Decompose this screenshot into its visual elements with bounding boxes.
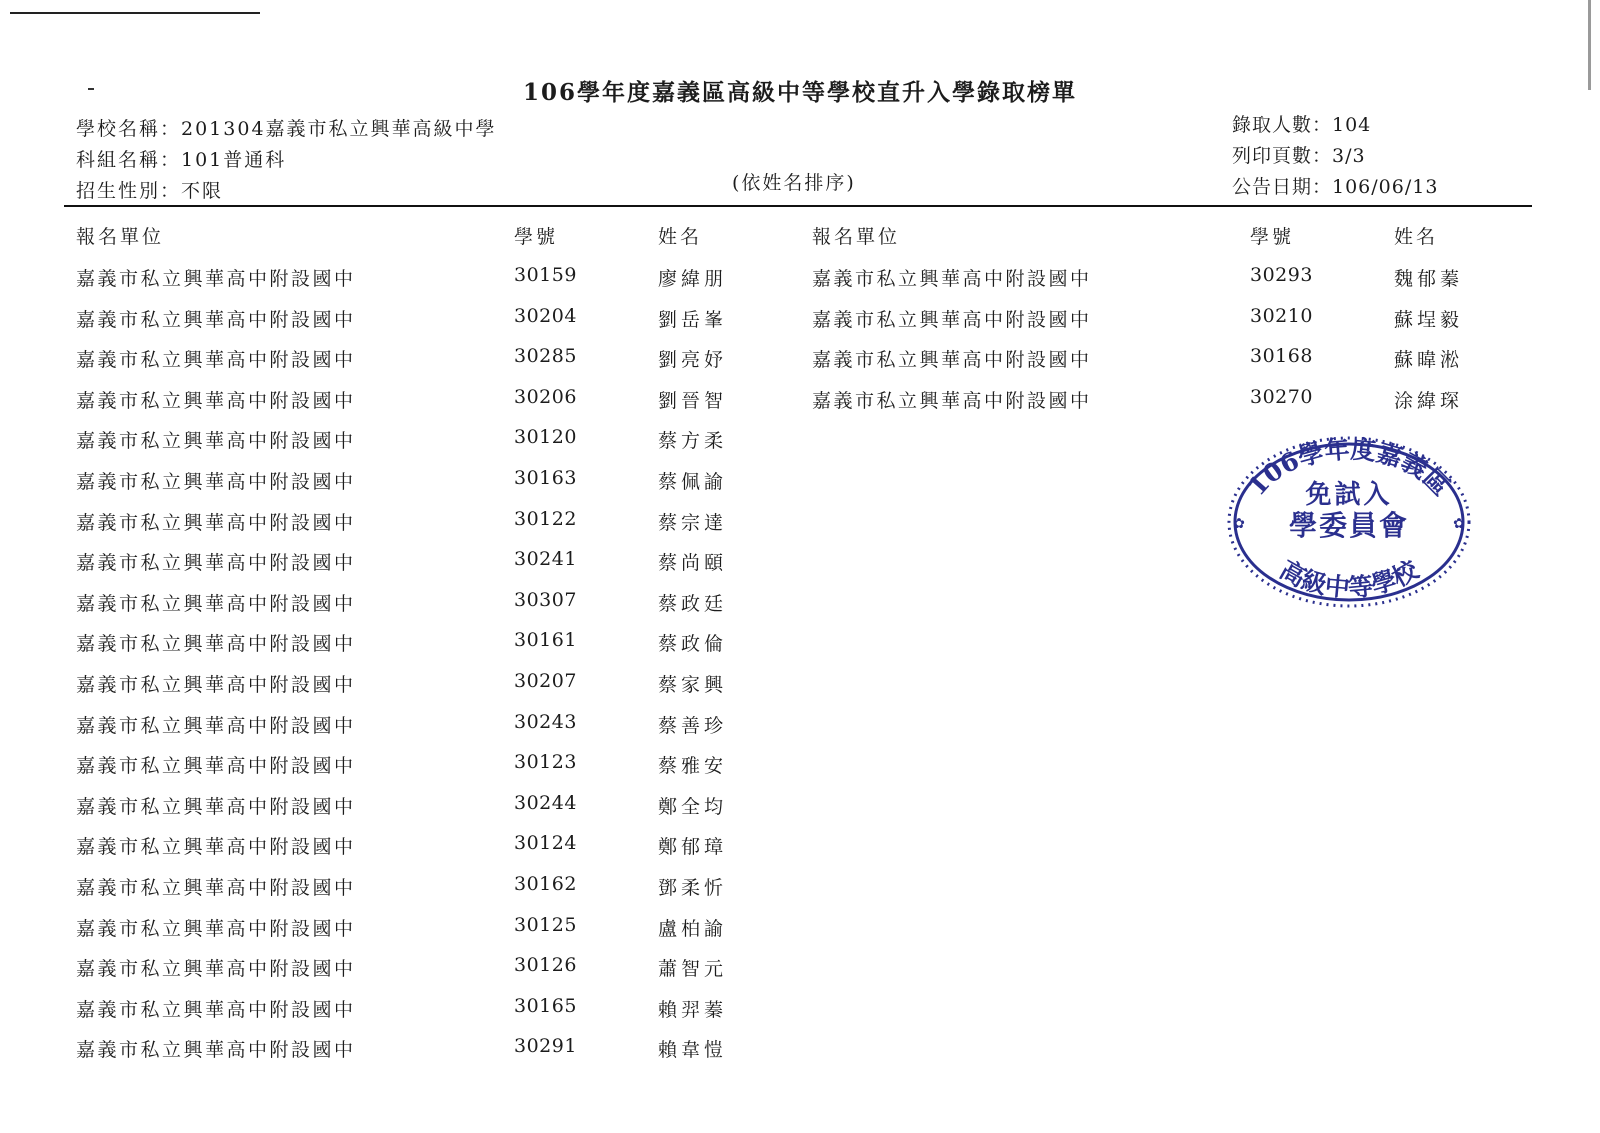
list-row [76,264,776,305]
program-line: 科組名稱：101普通科 [76,149,287,171]
announce-date-line: 公告日期：106/06/13 [1232,176,1439,198]
row-name: 盧柏諭 [658,917,728,940]
header-name: 姓名 [1394,226,1439,248]
list-row [76,873,776,914]
row-name: 涂緯琛 [1394,389,1464,412]
page-count-line: 列印頁數：3/3 [1232,145,1366,167]
row-number: 30204 [514,304,577,327]
seal-bottom-arc: 高級中等學校 [1274,554,1424,603]
header-number: 學號 [514,226,559,248]
row-name: 鄭全均 [658,795,728,818]
row-unit: 嘉義市私立興華高中附設國中 [76,958,356,981]
row-number: 30206 [514,385,577,408]
scan-edge-line [10,12,260,14]
row-unit: 嘉義市私立興華高中附設國中 [76,430,356,453]
list-row [76,386,776,427]
row-name: 蘇暐淞 [1394,349,1464,372]
list-row [76,467,776,508]
list-row [76,954,776,995]
row-name: 蔡宗達 [658,511,728,534]
list-row [76,426,776,467]
list-row [812,264,1512,305]
row-unit: 嘉義市私立興華高中附設國中 [76,917,356,940]
row-unit: 嘉義市私立興華高中附設國中 [76,633,356,656]
row-name: 鄧柔忻 [658,876,728,899]
row-unit: 嘉義市私立興華高中附設國中 [76,836,356,859]
row-unit: 嘉義市私立興華高中附設國中 [76,552,356,575]
row-unit: 嘉義市私立興華高中附設國中 [812,308,1092,331]
row-number: 30122 [514,507,577,530]
right-list [812,264,1512,426]
header-divider [64,205,1532,207]
row-name: 蔡政廷 [658,592,728,615]
row-number: 30291 [514,1035,577,1058]
row-number: 30210 [1250,304,1313,327]
seal-flower-icon: ✿ [1453,516,1465,532]
header-number: 學號 [1250,226,1295,248]
list-row [76,548,776,589]
list-row [812,305,1512,346]
row-unit: 嘉義市私立興華高中附設國中 [76,389,356,412]
seal-flower-icon: ✿ [1233,516,1245,532]
row-number: 30123 [514,751,577,774]
list-row [76,792,776,833]
committee-seal-stamp [1226,434,1472,610]
row-number: 30162 [514,872,577,895]
row-unit: 嘉義市私立興華高中附設國中 [76,308,356,331]
list-row [76,629,776,670]
row-unit: 嘉義市私立興華高中附設國中 [76,755,356,778]
list-row [76,914,776,955]
row-number: 30241 [514,548,577,571]
left-column [76,222,776,1076]
row-number: 30124 [514,832,577,855]
header-name: 姓名 [658,226,703,248]
row-name: 蕭智元 [658,958,728,981]
row-number: 30270 [1250,385,1313,408]
list-row [812,386,1512,427]
row-name: 蘇埕毅 [1394,308,1464,331]
row-unit: 嘉義市私立興華高中附設國中 [76,876,356,899]
column-header [76,222,776,264]
list-row [76,508,776,549]
row-unit: 嘉義市私立興華高中附設國中 [76,470,356,493]
row-number: 30165 [514,994,577,1017]
row-name: 劉亮妤 [658,349,728,372]
list-row [76,305,776,346]
row-number: 30120 [514,426,577,449]
seal-line-1: 免試入 [1305,480,1393,510]
list-row [76,832,776,873]
row-unit: 嘉義市私立興華高中附設國中 [76,1039,356,1062]
row-name: 蔡佩諭 [658,470,728,493]
row-unit: 嘉義市私立興華高中附設國中 [76,511,356,534]
seal-top-arc: 106學年度嘉義區 [1242,434,1456,502]
list-row [76,589,776,630]
row-name: 劉晉智 [658,389,728,412]
row-number: 30161 [514,629,577,652]
row-number: 30244 [514,791,577,814]
row-name: 蔡尚頤 [658,552,728,575]
row-unit: 嘉義市私立興華高中附設國中 [76,592,356,615]
row-unit: 嘉義市私立興華高中附設國中 [812,268,1092,290]
row-name: 鄭郁璋 [658,836,728,859]
row-unit: 嘉義市私立興華高中附設國中 [812,349,1092,372]
row-number: 30159 [514,264,577,286]
row-number: 30125 [514,913,577,936]
row-number: 30207 [514,669,577,692]
row-unit: 嘉義市私立興華高中附設國中 [76,998,356,1021]
row-name: 蔡方柔 [658,430,728,453]
row-unit: 嘉義市私立興華高中附設國中 [76,795,356,818]
row-number: 30126 [514,954,577,977]
row-name: 劉岳峯 [658,308,728,331]
gender-line: 招生性別：不限 [76,180,224,202]
row-name: 賴羿蓁 [658,998,728,1021]
right-column [812,222,1512,426]
row-name: 蔡家興 [658,673,728,696]
row-number: 30168 [1250,345,1313,368]
left-list [76,264,776,1076]
meta-info [1232,110,1438,203]
row-name: 廖緯朋 [658,268,728,290]
row-name: 蔡政倫 [658,633,728,656]
row-unit: 嘉義市私立興華高中附設國中 [76,673,356,696]
list-row [76,345,776,386]
list-row [812,345,1512,386]
row-number: 30163 [514,466,577,489]
header-unit: 報名單位 [76,226,165,248]
row-number: 30307 [514,588,577,611]
list-row [76,711,776,752]
admitted-count-line: 錄取人數：104 [1232,114,1372,136]
list-row [76,751,776,792]
sort-note: (依姓名排序) [732,172,856,194]
row-number: 30285 [514,345,577,368]
row-name: 蔡善珍 [658,714,728,737]
row-unit: 嘉義市私立興華高中附設國中 [76,268,356,290]
column-header [812,222,1512,264]
seal-line-2: 學委員會 [1288,509,1410,542]
row-name: 蔡雅安 [658,755,728,778]
page-title: 106學年度嘉義區高級中等學校直升入學錄取榜單 [522,79,1077,106]
school-name-line: 學校名稱：201304嘉義市私立興華高級中學 [76,118,497,140]
row-unit: 嘉義市私立興華高中附設國中 [76,349,356,372]
school-info [76,114,497,207]
list-row [76,670,776,711]
list-row [76,1035,776,1076]
row-unit: 嘉義市私立興華高中附設國中 [76,714,356,737]
list-row [76,995,776,1036]
row-name: 賴韋愷 [658,1039,728,1062]
row-name: 魏郁蓁 [1394,268,1464,290]
row-number: 30293 [1250,264,1313,286]
row-number: 30243 [514,710,577,733]
header-unit: 報名單位 [812,226,901,248]
row-unit: 嘉義市私立興華高中附設國中 [812,389,1092,412]
